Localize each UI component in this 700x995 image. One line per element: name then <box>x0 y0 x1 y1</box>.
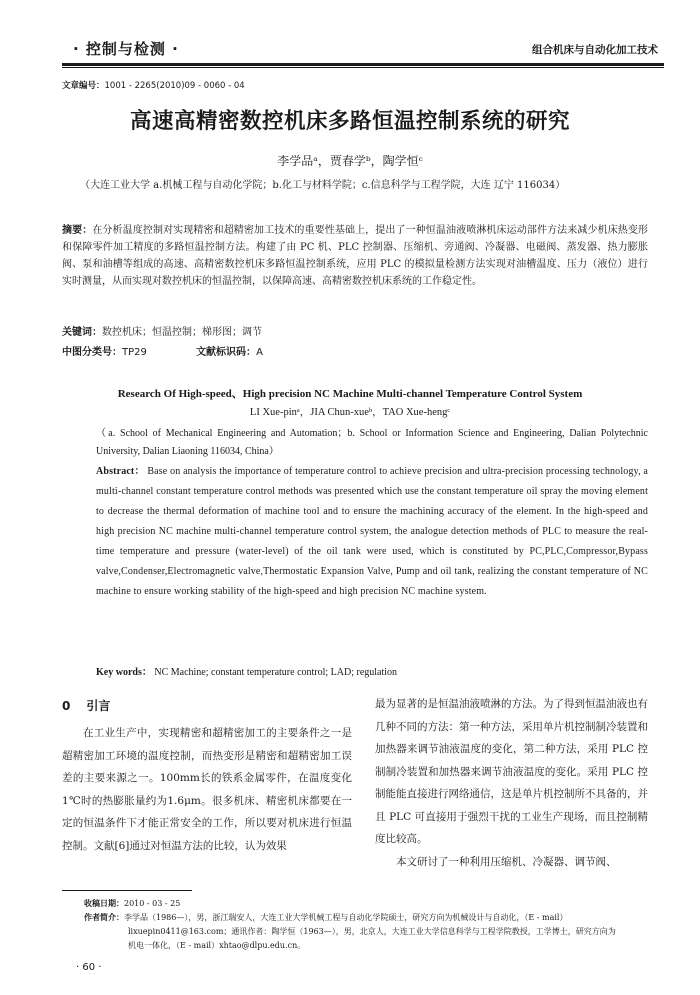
section-heading <box>62 697 352 714</box>
author-bio-label: 作者简介： <box>84 913 124 922</box>
affiliation-cn: （大连工业大学 a.机械工程与自动化学院；b.化工与材料学院；c.信息科学与工程学院，大连 辽宁 116034） <box>80 180 566 191</box>
keywords-cn-text: 数控机床；恒温控制；梯形图；调节 <box>102 327 262 338</box>
keywords-en-label: Key words： <box>96 667 152 678</box>
header-rule-thin <box>62 67 664 68</box>
header-rule-thick <box>62 63 664 66</box>
abstract-en-label: Abstract： <box>96 466 145 477</box>
intro-paragraph-right: 最为显著的是恒温油液喷淋的方法。为了得到恒温油液也有几种不同的方法：第一种方法，采用单片机控制制冷装置和加热器来调节油液温度的变化，第二种方法，采用 PLC 控制制冷装置和加热器来调节油液温度的变化。采用 PLC 控制能能直接进行网络通信，这是单片机控制所不具备的，并且 PLC 可直接用于强烈干扰的工业生产现场，而且控制精度比较高。 <box>375 698 648 845</box>
doc-code <box>196 347 263 358</box>
author-bio-text: 李学品（1986—），男，浙江瑞安人，大连工业大学机械工程与自动化学院硕士，研究方向为机械设计与自动化，（E - mail） <box>124 913 568 922</box>
intro-paragraph-right-2: 本文研讨了一种利用压缩机、冷凝器、调节阀、 <box>396 855 617 868</box>
authors-en: LI Xue-pinᵃ，JIA Chun-xueᵇ，TAO Xue-hengᶜ <box>249 407 451 418</box>
clc-code <box>62 347 147 358</box>
authors-cn: 李学品ᵃ，贾春学ᵇ，陶学恒ᶜ <box>277 154 423 168</box>
body-column-right <box>375 693 648 873</box>
clc-value: TP29 <box>122 347 147 358</box>
paper-title-cn: 高速高精密数控机床多路恒温控制系统的研究 <box>129 109 570 134</box>
intro-paragraph-left: 在工业生产中，实现精密和超精密加工的主要条件之一是超精密加工环境的温度控制，而热变形是精密和超精密加工误差的主要来源之一。100mm长的铁系金属零件，在温度变化1℃时的热膨胀量约为1.6μm。很多机床、精密机床都要在一定的恒温条件下才能正常安全的工作，所以要对机床进行恒温控制。文献[6]通过对恒温方法的比较，认为效果 <box>62 727 352 852</box>
doc-label: 文献标识码： <box>196 347 257 358</box>
journal-name: 组合机床与自动化加工技术 <box>532 44 658 56</box>
abstract-en <box>96 462 648 602</box>
received-value: 2010 - 03 - 25 <box>124 899 181 908</box>
clc-label: 中图分类号： <box>62 347 122 358</box>
keywords-en <box>96 663 397 678</box>
article-number-label: 文章编号： <box>62 81 105 91</box>
article-number <box>62 79 245 91</box>
keywords-cn-label: 关键词： <box>62 327 102 338</box>
keywords-en-text: NC Machine; constant temperature control; LAD; regulation <box>154 667 398 678</box>
received-date <box>84 897 648 911</box>
footnote <box>84 897 648 953</box>
section-title: 引言 <box>86 699 111 713</box>
received-label: 收稿日期： <box>84 899 124 908</box>
journal-section-label: · 控制与检测 · <box>73 40 179 58</box>
article-number-value: 1001 - 2265(2010)09 - 0060 - 04 <box>104 81 245 91</box>
abstract-cn-text: 在分析温度控制对实现精密和超精密加工技术的重要性基础上，提出了一种恒温油液喷淋机床运动部件方法来减少机床热变形和保障零件加工精度的多路恒温控制方法。构建了由 PC 机、PLC 控制器、压缩机、旁通阀、冷凝器、电磁阀、蒸发器、热力膨胀阀、泵和油槽等组成的高速、高精密数控机床多路恒温控制系统，应用 PLC 的模拟量检测方法实现对油槽温度、压力（液位）进行实时测量，从而实现对数控机床的恒温控制，以保障高速、高精密数控机床系统的工作稳定性。 <box>62 225 649 287</box>
author-bio <box>84 911 648 925</box>
author-bio-text-2: lixuepin0411@163.com；通讯作者：陶学恒（1963—），男，北京人，大连工业大学信息科学与工程学院教授，工学博士，研究方向为 <box>128 927 616 936</box>
author-bio-text-3: 机电一体化，（E - mail）xhtao@dlpu.edu.cn。 <box>128 941 306 950</box>
doc-value: A <box>256 347 263 358</box>
classification <box>62 343 309 358</box>
affiliation-en: （a. School of Mechanical Engineering and Automation；b. School or Information Science and Engineering, Dalian Polytechnic University, Dalian Liaoning 116034, China） <box>96 428 648 457</box>
abstract-cn <box>62 222 648 290</box>
paper-title-en: Research Of High-speed、High precision NC Machine Multi-channel Temperature Control System <box>117 388 583 400</box>
body-column-left <box>62 697 352 857</box>
abstract-cn-label: 摘要： <box>62 225 93 236</box>
abstract-en-text: Base on analysis the importance of temperature control to achieve precision and ultra-precision processing technology, a multi-channel constant temperature control methods was presented which use the constant temperature oil spray the moving element to decrease the thermal deformation of machine tool and to ensure the machining accuracy of the element. In the high-speed and high precision NC machine multi-channel temperature control system, the analogue detection methods of PLC to measure the real-time temperature and pressure (water-level) of the oil tank were used, which is constituted by PC,PLC,Compressor,Bypass valve,Condenser,Electromagnetic valve,Thermostatic Expansion Valve, Pump and oil tank, realizing the constant temperature of NC machine to ensure working stability of the high-speed and high precision NC machine system. <box>96 466 648 597</box>
page-number: · 60 · <box>76 962 102 973</box>
section-number: 0 <box>62 699 71 713</box>
keywords-cn <box>62 323 262 338</box>
footnote-rule <box>62 890 192 891</box>
